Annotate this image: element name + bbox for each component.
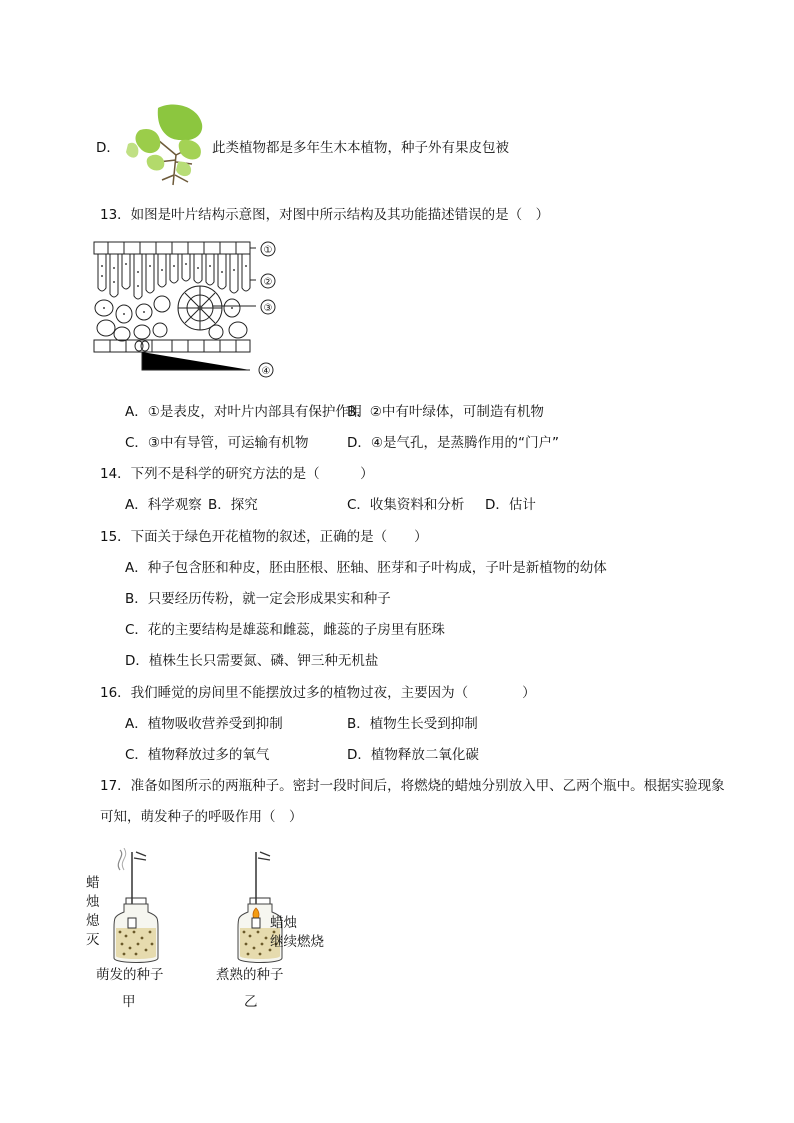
right-jar-note-1: 蜡烛 <box>270 915 297 931</box>
leaf-label-1: ① <box>263 245 273 256</box>
q14-option-b: B．探究 <box>208 497 258 513</box>
q13-option-c: C．③中有导管，可运输有机物 <box>125 435 309 451</box>
q17-stem-line2: 可知，萌发种子的呼吸作用（ ） <box>100 809 303 825</box>
note-char: 熄 <box>86 913 100 929</box>
q13-option-d: D．④是气孔，是蒸腾作用的“门户” <box>347 435 559 451</box>
right-jar-caption: 煮熟的种子 <box>216 967 284 983</box>
note-char: 蜡 <box>86 875 100 891</box>
fern-plant-image <box>118 100 210 192</box>
q16-option-a: A．植物吸收营养受到抑制 <box>125 716 283 732</box>
leaf-label-3: ③ <box>263 303 273 314</box>
right-jar-name: 乙 <box>244 994 258 1010</box>
q17-stem-line1: 17．准备如图所示的两瓶种子。密封一段时间后，将燃烧的蜡烛分别放入甲、乙两个瓶中。根据实验现象 <box>100 778 725 794</box>
note-char: 灭 <box>86 932 100 948</box>
q15-option-d: D．植株生长只需要氮、磷、钾三种无机盐 <box>125 653 379 669</box>
q16-option-c: C．植物释放过多的氧气 <box>125 747 270 763</box>
q16-stem: 16．我们睡觉的房间里不能摆放过多的植物过夜，主要因为（ ） <box>100 685 536 701</box>
q16-option-d: D．植物释放二氧化碳 <box>347 747 479 763</box>
q15-option-b: B．只要经历传粉，就一定会形成果实和种子 <box>125 591 391 607</box>
q14-option-a: A．科学观察 <box>125 497 202 513</box>
q12-option-d-label: D． <box>96 140 120 156</box>
jar-germinating-seeds <box>106 848 162 966</box>
leaf-label-2: ② <box>263 277 273 288</box>
left-jar-note <box>86 874 100 950</box>
leaf-label-4: ④ <box>261 366 271 377</box>
q13-stem: 13．如图是叶片结构示意图，对图中所示结构及其功能描述错误的是（ ） <box>100 207 550 223</box>
q15-stem: 15．下面关于绿色开花植物的叙述，正确的是（ ） <box>100 529 428 545</box>
q15-option-a: A．种子包含胚和种皮，胚由胚根、胚轴、胚芽和子叶构成，子叶是新植物的幼体 <box>125 560 607 576</box>
q14-stem: 14．下列不是科学的研究方法的是（ ） <box>100 466 374 482</box>
left-jar-name: 甲 <box>122 994 136 1010</box>
q14-option-c: C．收集资料和分析 <box>347 497 465 513</box>
q16-option-b: B．植物生长受到抑制 <box>347 716 478 732</box>
leaf-structure-diagram <box>92 236 292 384</box>
q13-option-b: B．②中有叶绿体，可制造有机物 <box>347 404 544 420</box>
q13-option-a: A．①是表皮，对叶片内部具有保护作用 <box>125 404 363 420</box>
left-jar-caption: 萌发的种子 <box>96 967 164 983</box>
q12-option-d-text: 此类植物都是多年生木本植物，种子外有果皮包被 <box>212 140 509 156</box>
q14-option-d: D．估计 <box>485 497 536 513</box>
q15-option-c: C．花的主要结构是雄蕊和雌蕊，雌蕊的子房里有胚珠 <box>125 622 445 638</box>
note-char: 烛 <box>86 894 100 910</box>
right-jar-note-2: 继续燃烧 <box>270 934 324 950</box>
